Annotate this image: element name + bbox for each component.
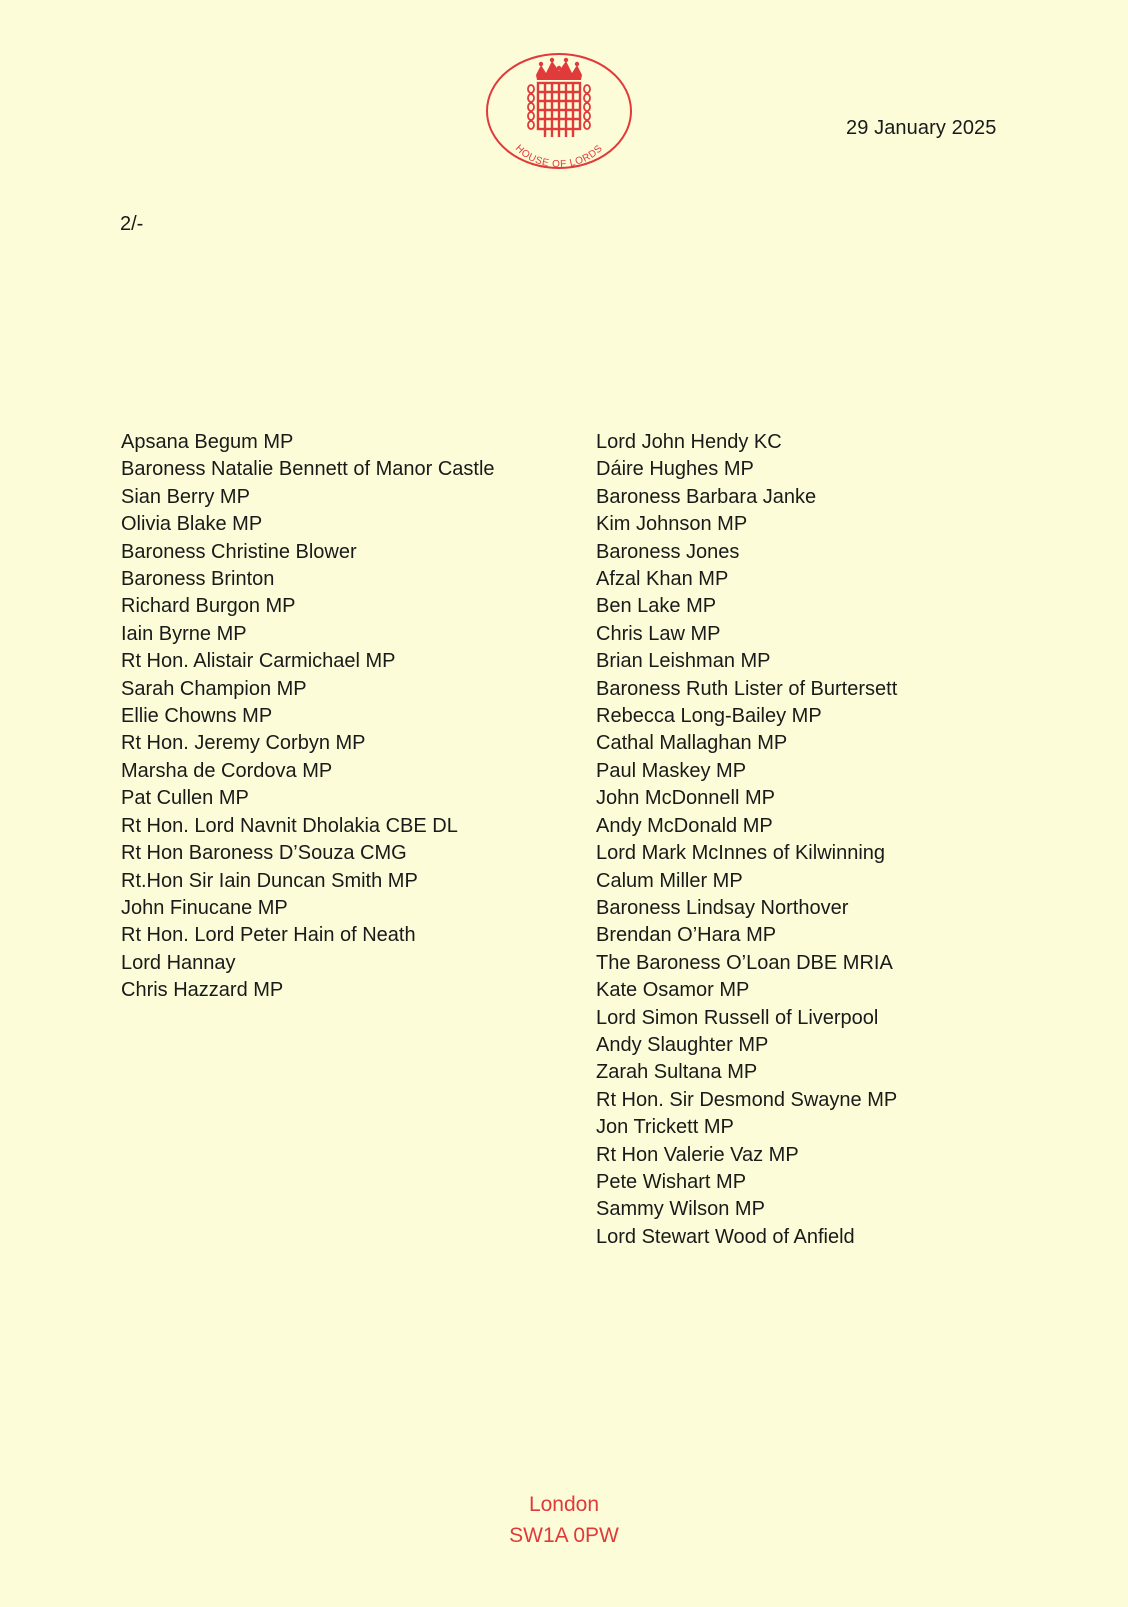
signatory-name: Pete Wishart MP	[596, 1170, 747, 1193]
signatory-name: Andy McDonald MP	[596, 814, 773, 837]
signatory-name: Iain Byrne MP	[121, 622, 247, 645]
signatory-name: Baroness Brinton	[121, 568, 275, 591]
signatory-name: Brian Leishman MP	[596, 650, 771, 673]
signatory-name: Chris Hazzard MP	[121, 979, 284, 1002]
signatory-name: Baroness Jones	[596, 540, 740, 563]
signatory-name: Afzal Khan MP	[596, 568, 729, 591]
footer-address	[0, 1489, 1128, 1551]
signatory-name: Rt Hon. Lord Peter Hain of Neath	[121, 924, 416, 947]
signatory-name: Baroness Natalie Bennett of Manor Castle	[121, 458, 495, 481]
footer-postcode: SW1A 0PW	[509, 1524, 619, 1547]
signatory-name: Sian Berry MP	[121, 485, 250, 508]
signatory-name: Calum Miller MP	[596, 869, 743, 892]
signatory-name: Rt Hon. Alistair Carmichael MP	[121, 650, 396, 673]
signatory-name: Lord Stewart Wood of Anfield	[596, 1225, 855, 1248]
page-number: 2/-	[120, 213, 144, 235]
signatory-name: Rt Hon. Lord Navnit Dholakia CBE DL	[121, 814, 458, 837]
svg-text:HOUSE OF LORDS: HOUSE OF LORDS	[512, 142, 606, 171]
signatory-name: Brendan O’Hara MP	[596, 924, 777, 947]
signatory-name: Baroness Lindsay Northover	[596, 896, 849, 919]
house-of-lords-seal	[484, 53, 634, 175]
signatory-name: Lord Mark McInnes of Kilwinning	[596, 842, 886, 865]
signatory-name: Sammy Wilson MP	[596, 1198, 765, 1221]
signatory-name: John McDonnell MP	[596, 787, 775, 810]
signatory-name: John Finucane MP	[121, 896, 288, 919]
signatory-name: The Baroness O’Loan DBE MRIA	[596, 951, 893, 974]
signatory-name: Lord John Hendy KC	[596, 431, 782, 453]
signatories-right-column	[596, 429, 897, 1251]
signatory-name: Ellie Chowns MP	[121, 705, 273, 728]
signatory-name: Rt Hon Valerie Vaz MP	[596, 1143, 799, 1166]
signatory-name: Lord Simon Russell of Liverpool	[596, 1006, 879, 1029]
signatory-name: Baroness Christine Blower	[121, 540, 357, 563]
letter-date: 29 January 2025	[846, 117, 997, 139]
portcullis-icon	[484, 53, 634, 175]
signatory-name: Kim Johnson MP	[596, 513, 748, 536]
signatory-name: Rt.Hon Sir Iain Duncan Smith MP	[121, 869, 418, 892]
signatory-name: Kate Osamor MP	[596, 979, 750, 1002]
signatory-name: Chris Law MP	[596, 622, 721, 645]
signatory-name: Jon Trickett MP	[596, 1116, 734, 1139]
signatory-name: Rt Hon Baroness D’Souza CMG	[121, 842, 407, 865]
signatory-name: Cathal Mallaghan MP	[596, 732, 788, 755]
signatory-name: Ben Lake MP	[596, 595, 717, 618]
signatory-name: Paul Maskey MP	[596, 759, 747, 782]
signatory-name: Rt Hon. Sir Desmond Swayne MP	[596, 1088, 898, 1111]
signatory-name: Rebecca Long-Bailey MP	[596, 705, 822, 728]
signatory-name: Pat Cullen MP	[121, 787, 249, 810]
signatory-name: Andy Slaughter MP	[596, 1033, 769, 1056]
signatory-name: Rt Hon. Jeremy Corbyn MP	[121, 732, 366, 755]
signatory-name: Sarah Champion MP	[121, 677, 307, 700]
signatory-name: Baroness Ruth Lister of Burtersett	[596, 677, 898, 700]
signatory-name: Richard Burgon MP	[121, 595, 296, 618]
signatory-name: Lord Hannay	[121, 951, 236, 974]
signatory-name: Baroness Barbara Janke	[596, 485, 817, 508]
signatories-left-column	[121, 429, 495, 1005]
footer-city: London	[528, 1493, 600, 1516]
signatory-name: Dáire Hughes MP	[596, 458, 754, 481]
signatory-name: Marsha de Cordova MP	[121, 759, 333, 782]
signatory-name: Olivia Blake MP	[121, 513, 263, 536]
signatory-name: Zarah Sultana MP	[596, 1061, 758, 1084]
signatory-name: Apsana Begum MP	[121, 431, 294, 453]
